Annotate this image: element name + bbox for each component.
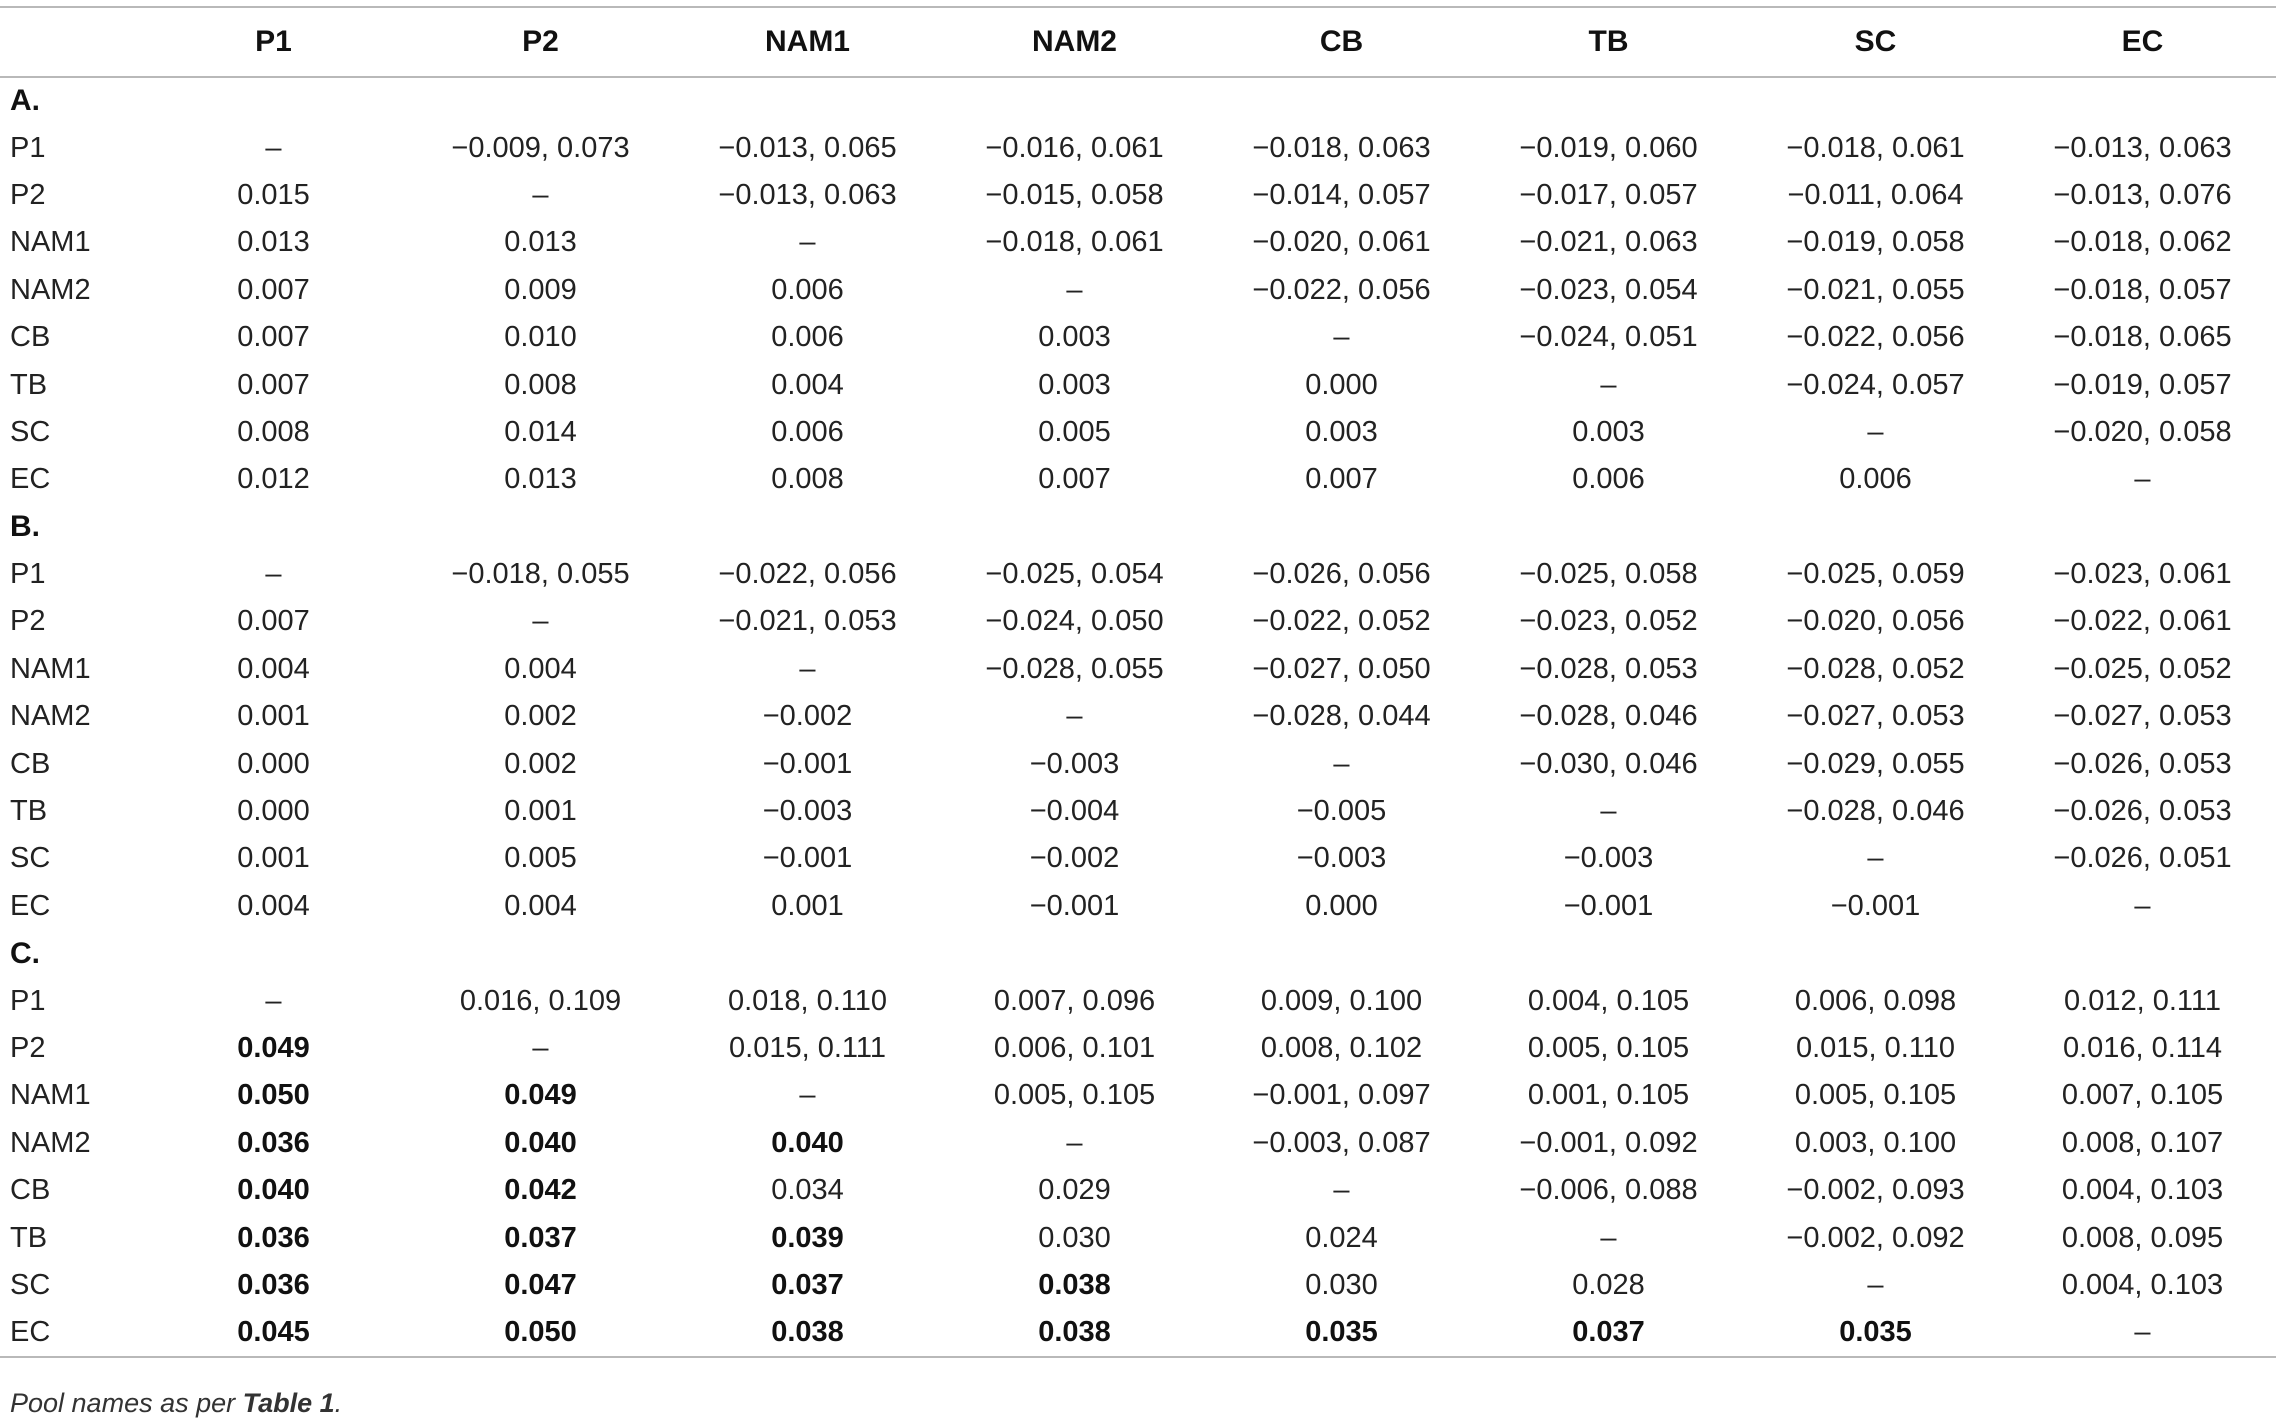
row-label: NAM2 <box>10 273 91 306</box>
table-cell: 0.037 <box>771 1268 844 1301</box>
table-cell: 0.007 <box>237 273 310 306</box>
table-cell: −0.001 <box>762 747 853 780</box>
table-cell: 0.030 <box>1305 1268 1378 1301</box>
table-cell: −0.013, 0.063 <box>718 178 897 211</box>
row-label: EC <box>10 463 51 496</box>
row-label: EC <box>0 1309 140 1356</box>
table-cell: −0.018, 0.061 <box>985 226 1164 259</box>
table-cell: 0.000 <box>237 747 310 780</box>
table-cell: −0.018, 0.055 <box>451 558 630 591</box>
table-cell: 0.008 <box>771 463 844 496</box>
table-cell: −0.018, 0.063 <box>1252 131 1431 164</box>
table-cell: 0.001 <box>237 700 310 733</box>
table-cell: 0.005, 0.105 <box>993 1079 1156 1112</box>
table-cell: −0.013, 0.076 <box>2053 178 2232 211</box>
table-cell: – <box>1066 273 1083 306</box>
table-cell: 0.036 <box>237 1268 310 1301</box>
table-cell: – <box>2134 463 2151 496</box>
table-cell: −0.018, 0.065 <box>2053 321 2232 354</box>
table-cell: 0.015 <box>237 178 310 211</box>
header-cell-nam1: NAM1 <box>674 7 941 77</box>
table-cell: 0.016, 0.109 <box>459 984 622 1017</box>
table-cell: −0.016, 0.061 <box>985 131 1164 164</box>
row-label: P1 <box>10 131 46 164</box>
table-cell: −0.002, 0.093 <box>1786 1174 1965 1207</box>
table-cell: 0.036 <box>237 1221 310 1254</box>
pairwise-fst-table <box>0 6 2276 1358</box>
table-row <box>0 883 2276 930</box>
table-cell: −0.020, 0.061 <box>1252 226 1431 259</box>
table-cell: −0.024, 0.057 <box>1786 368 1965 401</box>
header-cell-tb: TB <box>1475 7 1742 77</box>
table-row <box>0 835 2276 882</box>
table-cell: −0.030, 0.046 <box>1519 747 1698 780</box>
table-cell: 0.001 <box>771 889 844 922</box>
table-row <box>0 1309 2276 1356</box>
table-cell: 0.005, 0.105 <box>1527 1032 1690 1064</box>
table-cell: 0.006, 0.098 <box>1794 984 1957 1017</box>
header-cell-cb: CB <box>1208 7 1475 77</box>
table-cell: 0.005, 0.105 <box>1794 1079 1957 1112</box>
table-cell: −0.023, 0.061 <box>2053 558 2232 591</box>
table-cell: 0.013 <box>504 226 577 259</box>
table-cell: −0.006, 0.088 <box>1519 1174 1698 1207</box>
table-cell: −0.027, 0.053 <box>2053 700 2232 733</box>
table-cell: 0.045 <box>140 1309 407 1356</box>
table-cell: – <box>1600 795 1617 828</box>
table-cell: 0.029 <box>1038 1174 1111 1207</box>
table-cell: 0.012 <box>237 463 310 496</box>
row-label: NAM2 <box>10 700 91 733</box>
table-cell: −0.028, 0.052 <box>1786 652 1965 685</box>
table-cell: 0.006 <box>1572 463 1645 496</box>
row-label: P1 <box>10 984 46 1017</box>
table-cell: −0.018, 0.062 <box>2053 226 2232 259</box>
table-cell: −0.003 <box>1296 842 1387 875</box>
table-cell: – <box>532 178 549 211</box>
table-cell: 0.008, 0.102 <box>1260 1032 1423 1064</box>
table-cell: – <box>1066 700 1083 733</box>
table-cell: 0.038 <box>674 1309 941 1356</box>
table-cell: – <box>1333 321 1350 354</box>
row-label: NAM1 <box>10 226 91 259</box>
table-cell: −0.018, 0.057 <box>2053 273 2232 306</box>
table-cell: −0.025, 0.058 <box>1519 558 1698 591</box>
row-label: TB <box>10 795 48 828</box>
table-cell: – <box>1600 368 1617 401</box>
table-cell: 0.035 <box>1208 1309 1475 1356</box>
table-cell: 0.012, 0.111 <box>2064 984 2221 1017</box>
table-row <box>0 267 2276 314</box>
row-label: P1 <box>10 558 46 591</box>
row-label: TB <box>10 368 48 401</box>
table-header-row <box>0 7 2276 77</box>
table-cell: 0.008 <box>504 368 577 401</box>
header-cell-corner <box>0 7 140 77</box>
table-cell: 0.003 <box>1038 321 1111 354</box>
table-row <box>0 598 2276 645</box>
table-row <box>0 1072 2276 1119</box>
table-cell: – <box>799 226 816 259</box>
table-cell: 0.040 <box>504 1126 577 1159</box>
table-cell: 0.010 <box>504 321 577 354</box>
table-row <box>0 977 2276 1024</box>
table-cell: −0.013, 0.063 <box>2053 131 2232 164</box>
table-row <box>0 314 2276 361</box>
table-cell: 0.000 <box>1305 889 1378 922</box>
table-cell: 0.007 <box>237 605 310 638</box>
table-cell: −0.023, 0.054 <box>1519 273 1698 306</box>
table-cell: 0.001 <box>504 795 577 828</box>
table-cell: −0.028, 0.046 <box>1786 795 1965 828</box>
footnote-prefix: Pool names as per <box>10 1388 243 1418</box>
table-cell: −0.002 <box>762 700 853 733</box>
table-cell: 0.004, 0.105 <box>1527 984 1690 1017</box>
table-cell: 0.004, 0.103 <box>2061 1268 2224 1301</box>
table-row <box>0 219 2276 266</box>
table-cell: −0.020, 0.056 <box>1786 605 1965 638</box>
data-table-container <box>0 6 2232 1358</box>
row-label: EC <box>10 889 51 922</box>
footnote-suffix: . <box>334 1388 343 1418</box>
header-cell-ec: EC <box>2009 7 2276 77</box>
row-label: P2 <box>10 1032 46 1064</box>
table-cell: 0.000 <box>237 795 310 828</box>
section-label: C. <box>10 936 40 970</box>
table-cell: 0.009 <box>504 273 577 306</box>
table-cell: −0.014, 0.057 <box>1252 178 1431 211</box>
table-cell: 0.006 <box>771 321 844 354</box>
table-cell: 0.015, 0.111 <box>729 1032 886 1064</box>
table-cell: 0.007, 0.105 <box>2061 1079 2224 1112</box>
table-row <box>0 1214 2276 1261</box>
row-label: CB <box>10 321 51 354</box>
table-cell: −0.020, 0.058 <box>2053 415 2232 448</box>
table-cell: – <box>1066 1126 1083 1159</box>
table-cell: −0.029, 0.055 <box>1786 747 1965 780</box>
table-cell: 0.014 <box>504 415 577 448</box>
table-cell: – <box>532 1032 549 1064</box>
table-cell: 0.005 <box>1038 415 1111 448</box>
table-cell: −0.028, 0.055 <box>985 652 1164 685</box>
table-cell: −0.022, 0.056 <box>718 558 897 591</box>
table-cell: 0.007 <box>1038 463 1111 496</box>
table-row <box>0 1262 2276 1309</box>
table-cell: −0.024, 0.050 <box>985 605 1164 638</box>
table-cell: 0.008, 0.107 <box>2061 1126 2224 1159</box>
table-cell: −0.022, 0.056 <box>1252 273 1431 306</box>
table-cell: −0.004 <box>1029 795 1120 828</box>
table-cell: 0.007, 0.096 <box>993 984 1156 1017</box>
table-cell: – <box>1867 415 1884 448</box>
table-cell: 0.050 <box>237 1079 310 1112</box>
table-cell: 0.003 <box>1305 415 1378 448</box>
table-cell: – <box>1600 1221 1617 1254</box>
table-row <box>0 361 2276 408</box>
table-cell: −0.021, 0.055 <box>1786 273 1965 306</box>
row-label: CB <box>10 747 51 780</box>
table-cell: 0.004 <box>504 652 577 685</box>
table-cell: 0.035 <box>1742 1309 2009 1356</box>
table-row <box>0 646 2276 693</box>
table-cell: 0.034 <box>771 1174 844 1207</box>
table-cell: 0.009, 0.100 <box>1260 984 1423 1017</box>
table-footnote <box>10 1388 342 1419</box>
table-cell: 0.007 <box>237 368 310 401</box>
table-cell: −0.028, 0.053 <box>1519 652 1698 685</box>
section-header-row <box>0 77 2276 124</box>
row-label: SC <box>10 415 51 448</box>
table-cell: −0.028, 0.044 <box>1252 700 1431 733</box>
table-cell: 0.000 <box>1305 368 1378 401</box>
table-cell: 0.016, 0.114 <box>2062 1032 2223 1064</box>
table-cell: −0.005 <box>1296 795 1387 828</box>
table-cell: 0.030 <box>1038 1221 1111 1254</box>
table-cell: 0.040 <box>771 1126 844 1159</box>
table-row <box>0 409 2276 456</box>
table-cell: – <box>265 131 282 164</box>
table-cell: −0.015, 0.058 <box>985 178 1164 211</box>
table-cell: – <box>1333 1174 1350 1207</box>
row-label: NAM1 <box>10 1079 91 1112</box>
table-cell: −0.018, 0.061 <box>1786 131 1965 164</box>
table-cell: −0.026, 0.053 <box>2053 747 2232 780</box>
table-cell: 0.007 <box>1305 463 1378 496</box>
table-cell: 0.015, 0.110 <box>1795 1032 1956 1064</box>
table-cell: −0.025, 0.059 <box>1786 558 1965 591</box>
table-cell: −0.003, 0.087 <box>1252 1126 1431 1159</box>
table-cell: 0.001, 0.105 <box>1527 1079 1690 1112</box>
table-cell: −0.009, 0.073 <box>451 131 630 164</box>
table-cell: 0.008 <box>237 415 310 448</box>
table-cell: −0.019, 0.058 <box>1786 226 1965 259</box>
table-row <box>0 1025 2276 1072</box>
table-cell: 0.049 <box>237 1032 310 1064</box>
table-cell: 0.004 <box>771 368 844 401</box>
table-cell: 0.047 <box>504 1268 577 1301</box>
table-row <box>0 788 2276 835</box>
section-label: B. <box>10 510 40 544</box>
table-cell: – <box>1333 747 1350 780</box>
table-cell: 0.042 <box>504 1174 577 1207</box>
header-cell-sc: SC <box>1742 7 2009 77</box>
row-label: TB <box>10 1221 48 1254</box>
table-cell: – <box>1867 1268 1884 1301</box>
table-cell: −0.001 <box>1563 889 1654 922</box>
table-cell: 0.003, 0.100 <box>1794 1126 1957 1159</box>
table-cell: 0.002 <box>504 700 577 733</box>
section-header-row <box>0 930 2276 977</box>
table-cell: −0.021, 0.053 <box>718 605 897 638</box>
table-cell: 0.008, 0.095 <box>2061 1221 2224 1254</box>
table-cell: 0.024 <box>1305 1221 1378 1254</box>
table-cell: −0.021, 0.063 <box>1519 226 1698 259</box>
table-cell: −0.026, 0.053 <box>2053 795 2232 828</box>
table-cell: −0.001 <box>762 842 853 875</box>
row-label: NAM1 <box>10 652 91 685</box>
table-cell: 0.040 <box>237 1174 310 1207</box>
table-cell: – <box>799 652 816 685</box>
table-cell: −0.001, 0.097 <box>1252 1079 1431 1112</box>
table-cell: −0.028, 0.046 <box>1519 700 1698 733</box>
table-cell: −0.013, 0.065 <box>718 131 897 164</box>
table-cell: 0.004, 0.103 <box>2061 1174 2224 1207</box>
table-cell: 0.039 <box>771 1221 844 1254</box>
table-cell: −0.027, 0.053 <box>1786 700 1965 733</box>
table-cell: −0.001 <box>1029 889 1120 922</box>
table-row <box>0 740 2276 787</box>
row-label: SC <box>10 1268 51 1301</box>
table-cell: – <box>2009 1309 2276 1356</box>
table-cell: 0.013 <box>237 226 310 259</box>
table-cell: 0.001 <box>237 842 310 875</box>
row-label: NAM2 <box>10 1126 91 1159</box>
row-label: CB <box>10 1174 51 1207</box>
table-cell: −0.022, 0.061 <box>2053 605 2232 638</box>
header-cell-p2: P2 <box>407 7 674 77</box>
table-cell: 0.050 <box>407 1309 674 1356</box>
table-cell: 0.004 <box>504 889 577 922</box>
table-cell: −0.019, 0.057 <box>2053 368 2232 401</box>
table-cell: −0.017, 0.057 <box>1519 178 1698 211</box>
table-cell: −0.002 <box>1029 842 1120 875</box>
table-cell: −0.023, 0.052 <box>1519 605 1698 638</box>
table-cell: 0.006 <box>771 415 844 448</box>
table-cell: 0.006 <box>771 273 844 306</box>
table-cell: 0.007 <box>237 321 310 354</box>
table-cell: −0.022, 0.052 <box>1252 605 1431 638</box>
table-row <box>0 124 2276 171</box>
table-cell: −0.024, 0.051 <box>1519 321 1698 354</box>
table-cell: −0.002, 0.092 <box>1786 1221 1965 1254</box>
table-cell: −0.001 <box>1830 889 1921 922</box>
table-cell: – <box>265 984 282 1017</box>
header-cell-p1: P1 <box>140 7 407 77</box>
table-cell: −0.003 <box>1563 842 1654 875</box>
section-header-row <box>0 504 2276 551</box>
table-cell: −0.001, 0.092 <box>1519 1126 1698 1159</box>
table-cell: 0.038 <box>941 1309 1208 1356</box>
table-cell: −0.019, 0.060 <box>1519 131 1698 164</box>
section-label: A. <box>10 84 40 118</box>
header-cell-nam2: NAM2 <box>941 7 1208 77</box>
table-cell: – <box>2134 889 2151 922</box>
table-cell: 0.003 <box>1038 368 1111 401</box>
footnote-table-ref: Table 1 <box>242 1388 335 1418</box>
table-cell: −0.022, 0.056 <box>1786 321 1965 354</box>
table-cell: 0.004 <box>237 889 310 922</box>
table-cell: 0.005 <box>504 842 577 875</box>
row-label: SC <box>10 842 51 875</box>
table-row <box>0 456 2276 503</box>
table-body <box>0 77 2276 1357</box>
table-cell: 0.013 <box>504 463 577 496</box>
table-cell: −0.003 <box>762 795 853 828</box>
table-cell: 0.036 <box>237 1126 310 1159</box>
table-cell: 0.018, 0.110 <box>727 984 888 1017</box>
table-cell: −0.025, 0.052 <box>2053 652 2232 685</box>
table-cell: −0.026, 0.056 <box>1252 558 1431 591</box>
table-cell: 0.006 <box>1839 463 1912 496</box>
table-cell: 0.038 <box>1038 1268 1111 1301</box>
table-row <box>0 693 2276 740</box>
table-row <box>0 1120 2276 1167</box>
table-row <box>0 551 2276 598</box>
table-cell: −0.027, 0.050 <box>1252 652 1431 685</box>
table-cell: – <box>532 605 549 638</box>
table-cell: 0.037 <box>1475 1309 1742 1356</box>
table-row <box>0 172 2276 219</box>
table-cell: −0.011, 0.064 <box>1787 178 1964 211</box>
table-row <box>0 1167 2276 1214</box>
table-cell: 0.049 <box>504 1079 577 1112</box>
table-cell: 0.004 <box>237 652 310 685</box>
row-label: P2 <box>10 178 46 211</box>
table-cell: −0.025, 0.054 <box>985 558 1164 591</box>
table-cell: 0.028 <box>1572 1268 1645 1301</box>
table-cell: – <box>799 1079 816 1112</box>
row-label: P2 <box>10 605 46 638</box>
table-cell: −0.026, 0.051 <box>2053 842 2232 875</box>
table-cell: – <box>1867 842 1884 875</box>
table-cell: −0.003 <box>1029 747 1120 780</box>
table-cell: 0.037 <box>504 1221 577 1254</box>
table-cell: 0.003 <box>1572 415 1645 448</box>
table-cell: 0.002 <box>504 747 577 780</box>
table-cell: – <box>265 558 282 591</box>
table-cell: 0.006, 0.101 <box>993 1032 1156 1064</box>
